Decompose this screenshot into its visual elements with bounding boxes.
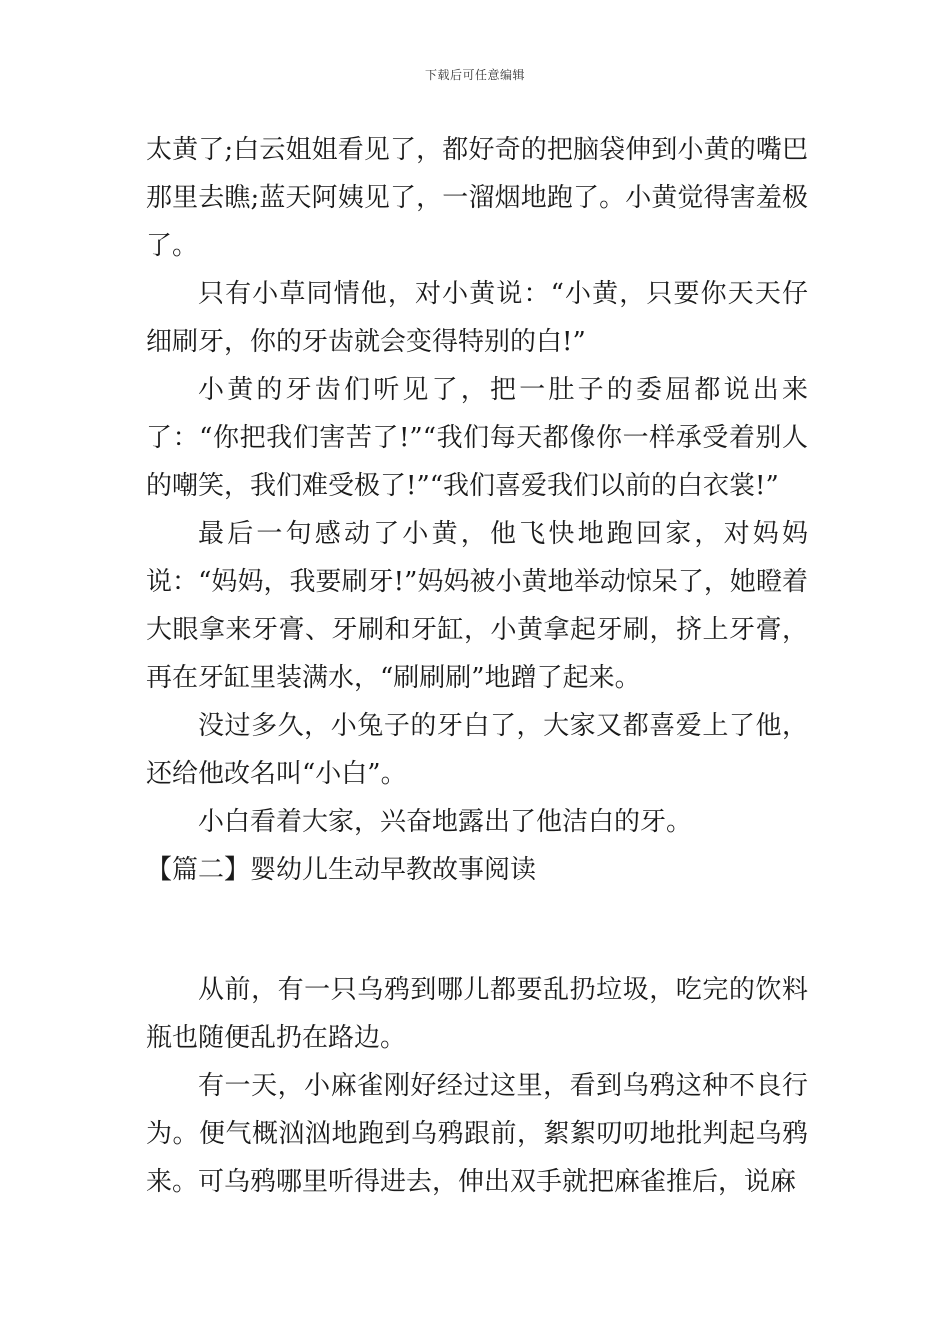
paragraph-4: 最后一句感动了小黄，他飞快地跑回家，对妈妈说：“妈妈，我要刷牙!”妈妈被小黄地举动惊呆了，她瞪着大眼拿来牙膏、牙刷和牙缸，小黄拿起牙刷，挤上牙膏，再在牙缸里装满水，“刷刷刷”地蹭了起来。 — [146, 519, 808, 693]
paragraph-8: 有一天，小麻雀刚好经过这里，看到乌鸦这种不良行为。便气概汹汹地跑到乌鸦跟前，絮絮叨叨地批判起乌鸦来。可乌鸦哪里听得进去，伸出双手就把麻雀推后，说麻 — [146, 1071, 808, 1197]
paragraph-3: 小黄的牙齿们听见了，把一肚子的委屈都说出来了：“你把我们害苦了!”“我们每天都像你一样承受着别人的嘲笑，我们难受极了!”“我们喜爱我们以前的白衣裳!” — [146, 375, 808, 501]
document-body — [146, 126, 808, 1206]
paragraph-7: 从前，有一只乌鸦到哪儿都要乱扔垃圾，吃完的饮料瓶也随便乱扔在路边。 — [146, 975, 808, 1053]
page-header: 下载后可任意编辑 — [424, 68, 525, 82]
section-spacer — [146, 894, 808, 966]
paragraph-5: 没过多久，小兔子的牙白了，大家又都喜爱上了他，还给他改名叫“小白”。 — [146, 711, 808, 789]
section-title: 【篇二】婴幼儿生动早教故事阅读 — [146, 855, 537, 885]
paragraph-6: 小白看着大家，兴奋地露出了他洁白的牙。 — [198, 807, 693, 837]
paragraph-1: 太黄了;白云姐姐看见了，都好奇的把脑袋伸到小黄的嘴巴那里去瞧;蓝天阿姨见了，一溜烟地跑了。小黄觉得害羞极了。 — [146, 135, 808, 261]
paragraph-2: 只有小草同情他，对小黄说：“小黄，只要你天天仔细刷牙，你的牙齿就会变得特别的白!” — [146, 279, 808, 357]
